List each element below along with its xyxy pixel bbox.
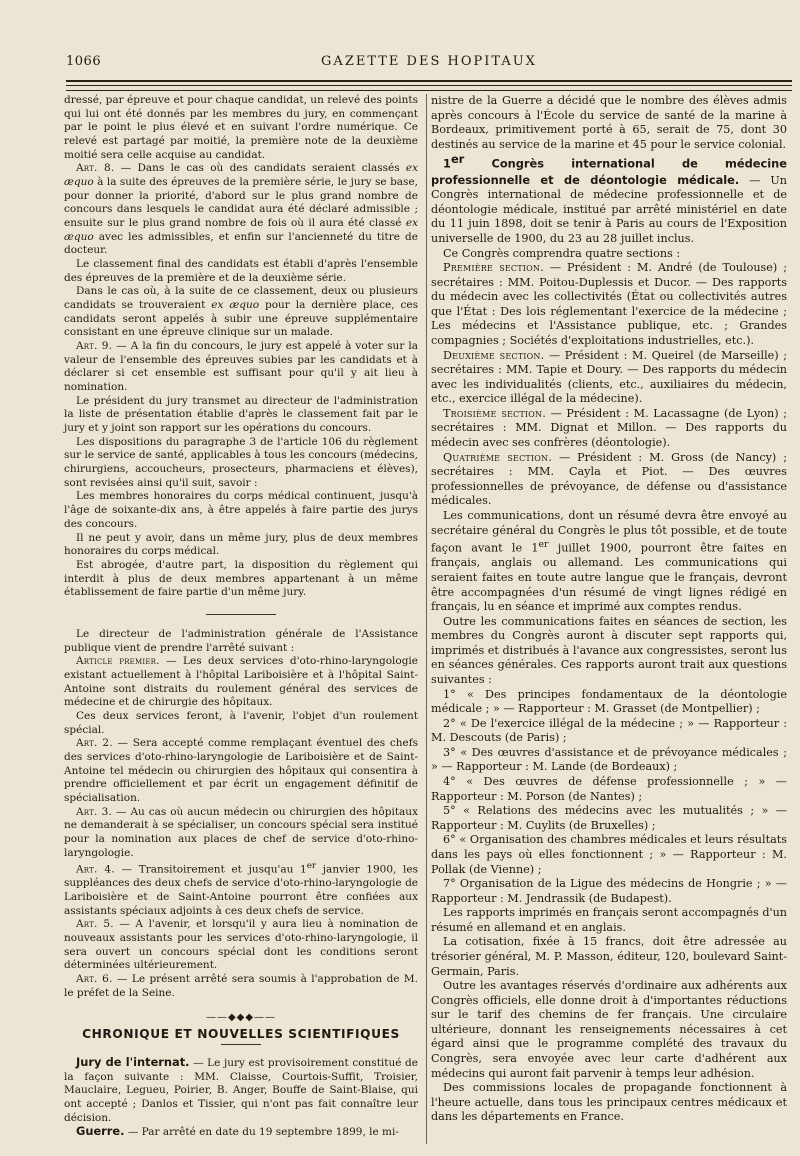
article-text: — Le présent arrêté sera soumis à l'approbation de M. le préfet de la Seine. <box>64 973 418 999</box>
section-label: Deuxième section. <box>443 348 545 362</box>
section-1 <box>431 261 787 348</box>
article-text: — Dans le cas où des candidats seraient classés <box>114 162 406 175</box>
paragraph: Ces deux services feront, à l'avenir, l'objet d'un roulement spécial. <box>64 709 418 736</box>
paragraph: Le classement final des candidats est établi d'après l'ensemble des épreuves de la première et de la deuxième série. <box>64 258 418 284</box>
latin-term: ex æquo <box>64 217 418 243</box>
paragraph-text: juillet 1900, pourront être faites en français, anglais ou allemand. Les communications qui seraient faites en toute autre langue que le français, devront être accompagnées d'un résumé de vingt lignes rédigé en français, lu en séance et imprimé aux comptes rendus. <box>431 541 787 614</box>
paragraph <box>64 285 418 340</box>
question-item: 1° « Des principes fondamentaux de la déontologie médicale ; » — Rapporteur : M. Grasset (de Montpellier) ; <box>431 687 787 716</box>
paragraph: Des commissions locales de propagande fonctionnent à l'heure actuelle, dans tous les principaux centres médicaux et dans les départements en France. <box>431 1081 787 1124</box>
news-item-congres <box>431 152 787 246</box>
paragraph: Est abrogée, d'autre part, la disposition du règlement qui interdit à plus de deux membres appartenant à un même établissement de faire partie d'un même jury. <box>64 558 418 599</box>
article-text: — Transitoirement et jusqu'au 1 <box>114 863 307 876</box>
superscript: er <box>306 861 317 872</box>
paragraph: dressé, par épreuve et pour chaque candidat, un relevé des points qui lui ont été donnés par les membres du jury, en commençant par le point le plus élevé et en suivant l'ordre numérique. Ce relevé est partagé par moitié, la première note de la deuxième moitié sera celle acquise au candidat. <box>64 94 418 161</box>
paragraph: Outre les avantages réservés d'ordinaire aux adhérents aux Congrès officiels, elle donne droit à d'importantes réductions sur le tarif des chemins de fer français. Une circulaire ultérieure, donnant les renseignements nécessaires à cet égard ainsi que le programme complété des travaux du Congrès, sera envoyée avec leur carte d'adhérent aux médecins qui auront fait parvenir à temps leur adhésion. <box>431 979 787 1080</box>
news-lead: Guerre. <box>76 1124 125 1139</box>
paragraph-text: Les communications, dont un résumé devra être envoyé au secrétaire général du Congrès le plus tôt possible, et de toute façon avant le 1 <box>431 508 787 555</box>
paragraph: Le directeur de l'administration générale de l'Assistance publique vient de prendre l'arrêté suivant : <box>64 627 418 654</box>
superscript: er <box>450 152 465 167</box>
paragraph: Ce Congrès comprendra quatre sections : <box>443 246 681 260</box>
left-column <box>64 94 418 1140</box>
news-lead: Congrès international de médecine professionnelle et de déontologie médicale. <box>431 157 787 187</box>
ornament-divider: ——◆◆◆—— <box>205 1011 277 1023</box>
article-text: janvier 1900, les suppléances des deux chefs de service d'oto-rhino-laryngologie de Lariboisière et de Saint-Antoine pourront être confiées aux assistants spéciaux adjoints à ces deux chefs de service. <box>64 863 418 917</box>
article-text: — Sera accepté comme remplaçant éventuel des chefs des services d'oto-rhino-laryngologie de Lariboisière et de Saint-Antoine tel médecin ou chirurgien des hôpitaux qui consentira à prendre officiellement et par écrit un engagement définitif de spécialisation. <box>64 737 418 804</box>
news-text: — Le jury est provisoirement constitué de la façon suivante : MM. Claisse, Courtois-Suffit, Troisier, Mauclaire, Legueu, Poirier, B. Anger, Bouffe de Saint-Blaise, qui ont accepté ; Danlos et Tissier, qui n'ont pas fait connaître leur décision. <box>64 1056 418 1124</box>
article-label: Art. 8. <box>76 162 115 175</box>
column-divider <box>426 94 427 1144</box>
section-text: — Président : M. Gross (de Nancy) ; secrétaires : MM. Cayla et Piot. — Des œuvres professionnelles de prévoyance, de défense ou d'assistance médicales. <box>431 450 788 508</box>
page-header <box>66 54 792 74</box>
article-text: — A l'avenir, et lorsqu'il y aura lieu à nomination de nouveaux assistants pour les services d'oto-rhino-laryngologie, il sera ouvert un concours spécial dont les conditions seront déterminées ultérieurement. <box>64 918 418 972</box>
news-item-guerre <box>64 1125 418 1140</box>
article-text: — Au cas où aucun médecin ou chirurgien des hôpitaux ne demanderait à se spécialiser, un concours spécial sera institué pour la nomination aux places de chef de service d'oto-rhino-laryngologie. <box>64 805 418 859</box>
article-3 <box>64 806 418 861</box>
article-premier <box>64 655 418 710</box>
paragraph: Les rapports imprimés en français seront accompagnés d'un résumé en allemand et en anglais. <box>431 906 787 934</box>
separator-rule <box>206 614 276 616</box>
question-item: 3° « Des œuvres d'assistance et de prévoyance médicales ; » — Rapporteur : M. Lande (de Bordeaux) ; <box>431 745 787 774</box>
article-label: Art. 2. <box>76 737 113 750</box>
latin-term: ex æquo <box>64 162 418 189</box>
news-text: — Un Congrès international de médecine professionnelle et de déontologie médicale, institué par arrêté ministériel en date du 11 juin 1898, doit se tenir à Paris au cours de l'Exposition universelle de 1900, du 23 au 28 juillet inclus. <box>431 173 788 245</box>
right-column <box>431 94 787 1125</box>
paragraph <box>431 509 787 615</box>
section-4 <box>431 451 787 509</box>
article-label: Art. 3. <box>76 805 113 818</box>
section-3 <box>431 407 787 451</box>
article-6 <box>64 973 418 1000</box>
question-item: 7° Organisation de la Ligue des médecins de Hongrie ; » — Rapporteur : M. Jendrassik (de Budapest). <box>431 877 787 905</box>
section-2 <box>431 349 787 407</box>
article-9 <box>64 340 418 395</box>
article-label: Art. 9. <box>76 340 113 353</box>
section-label: Quatrième section. <box>443 450 553 464</box>
header-thin-rule <box>66 90 792 91</box>
news-text: — Par arrêté en date du 19 septembre 1899, le mi- <box>124 1126 399 1139</box>
article-4 <box>64 860 418 918</box>
question-item: 2° « De l'exercice illégal de la médecine ; » — Rapporteur : M. Descouts (de Paris) ; <box>431 716 787 745</box>
header-double-rule <box>66 80 792 86</box>
paragraph: Les dispositions du paragraphe 3 de l'article 106 du règlement sur le service de santé, applicables à tous les concours (médecins, chirurgiens, accoucheurs, prosecteurs, pharmaciens et élèves), sont revisées ainsi qu'il suit, savoir : <box>64 435 418 489</box>
article-text: — Les deux services d'oto-rhino-laryngologie existant actuellement à l'hôpital Lariboisière et à l'hôpital Saint-Antoine sont distraits du roulement général des services de médecine et de chirurgie des hôpitaux. <box>64 655 419 709</box>
section-label: Troisième section. <box>443 406 546 420</box>
article-text: à la suite des épreuves de la première série, le jury se base, pour donner la priorité, d'abord sur le plus grand nombre de concours dans lesquels le candidat aura été déclaré admissible ; ensuite sur le plus grand nombre de fois où il aura été classé <box>64 176 418 230</box>
superscript: er <box>538 539 549 551</box>
article-label: Art. 6. <box>76 973 113 986</box>
article-text: — A la fin du concours, le jury est appelé à voter sur la valeur de l'ensemble des épreuves subies par les candidats et à déclarer si cet ensemble est suffisant pour qu'il y ait lieu à nomination. <box>64 340 418 394</box>
question-item: 6° « Organisation des chambres médicales et leurs résultats dans les pays où elles fonctionnent ; » — Rapporteur : M. Pollak (de Vienne) ; <box>431 833 787 876</box>
article-text: avec les admissibles, et enfin sur l'ancienneté du titre de docteur. <box>64 230 418 257</box>
article-label: Art. 4. <box>76 863 115 876</box>
paragraph-text: Dans le cas où, à la suite de ce classement, deux ou plusieurs candidats se trouveraient <box>64 285 418 312</box>
paragraph-text: pour la dernière place, ces candidats seront appelés à subir une épreuve supplémentaire consistant en une épreuve clinique sur un malade. <box>64 299 418 339</box>
article-label: Art. 5. <box>76 918 114 931</box>
paragraph: Les membres honoraires du corps médical continuent, jusqu'à l'âge de soixante-dix ans, à être appelés à faire partie des jurys des concours. <box>64 490 418 530</box>
paragraph: nistre de la Guerre a décidé que le nombre des élèves admis après concours à l'École du service de santé de la marine à Bordeaux, primitivement porté à 65, serait de 75, dont 30 destinés au service de la marine et 45 pour le service colonial. <box>431 94 787 151</box>
paragraph: La cotisation, fixée à 15 francs, doit être adressée au trésorier général, M. P. Masson, éditeur, 120, boulevard Saint-Germain, Paris. <box>431 935 787 978</box>
article-label: Article premier. <box>76 655 160 668</box>
section-text: — Président : M. André (de Toulouse) ; secrétaires : MM. Poitou-Duplessis et Ducor. — Des rapports du médecin avec les collectivités (État ou collectivités autres que l'État : Des lois réglementant l'exercice de la médecine ; Les médecins et l'Assistance publique, etc. ; Grandes compagnies ; Sociétés d'exploitations industrielles, etc.). <box>431 261 787 347</box>
latin-term: ex æquo <box>211 299 260 312</box>
paragraph: Il ne peut y avoir, dans un même jury, plus de deux membres honoraires du corps médical. <box>64 531 418 558</box>
paragraph: Le président du jury transmet au directeur de l'administration la liste de présentation établie d'après le classement fait par le jury et y joint son rapport sur les opérations du concours. <box>64 394 418 435</box>
page-number: 1066 <box>66 54 102 69</box>
article-5 <box>64 918 418 973</box>
article-2 <box>64 737 418 805</box>
paragraph: Outre les communications faites en séances de section, les membres du Congrès auront à discuter sept rapports qui, imprimés et distribués à l'avance aux congressistes, seront lus en séances générales. Ces rapports auront trait aux questions suivantes : <box>431 614 787 687</box>
news-lead: Jury de l'internat. <box>76 1054 190 1069</box>
news-item-jury <box>64 1056 418 1125</box>
section-text: — Président : M. Lacassagne (de Lyon) ; secrétaires : MM. Dignat et Millon. — Des rapports du médecin avec ses confrères (déontologie). <box>431 406 787 450</box>
article-8 <box>64 162 418 258</box>
journal-title: GAZETTE DES HOPITAUX <box>321 54 537 69</box>
section-label: Première section. <box>443 261 544 275</box>
section-text: — Président : M. Queirel (de Marseille) ; secrétaires : MM. Tapie et Doury. — Des rapports du médecin avec les individualités (clients, etc., auxiliaires du médecin, etc., exercice illégal de la médecine). <box>431 348 788 406</box>
section-title: CHRONIQUE ET NOUVELLES SCIENTIFIQUES <box>82 1027 400 1042</box>
title-underline <box>221 1044 261 1046</box>
news-lead-number: 1 <box>443 157 451 172</box>
question-item: 5° « Relations des médecins avec les mutualités ; » — Rapporteur : M. Cuylits (de Bruxelles) ; <box>431 804 787 832</box>
question-item: 4° « Des œuvres de défense professionnelle ; » — Rapporteur : M. Porson (de Nantes) ; <box>431 775 787 803</box>
